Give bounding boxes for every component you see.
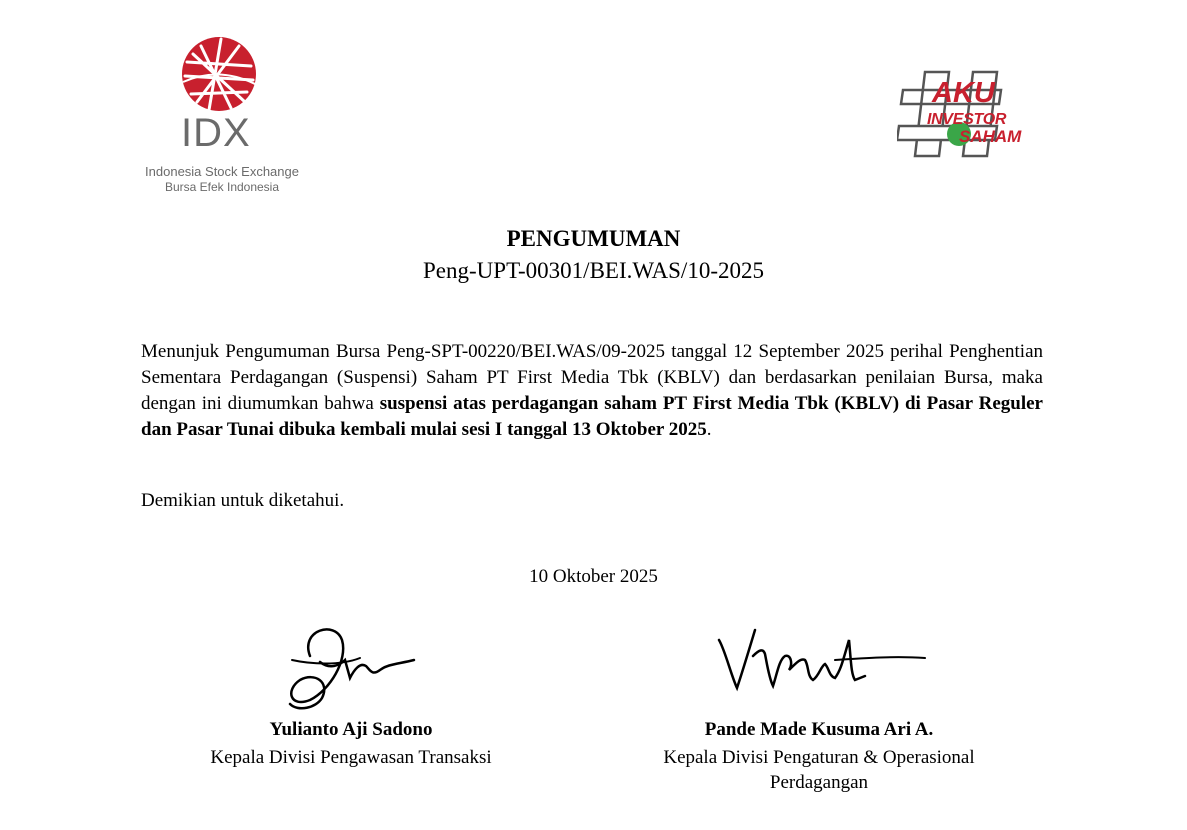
idx-globe-icon [181, 36, 257, 112]
signatory-2 [619, 718, 1019, 795]
idx-name-english: Indonesia Stock Exchange [145, 164, 299, 179]
campaign-word-investor: INVESTOR [927, 111, 1007, 128]
signatory-1-name: Yulianto Aji Sadono [269, 719, 433, 740]
announcement-body [141, 339, 1043, 443]
signatory-1-role: Kepala Divisi Pengawasan Transaksi [210, 747, 492, 768]
idx-name-indonesian: Bursa Efek Indonesia [164, 180, 280, 194]
signatory-2-role: Kepala Divisi Pengaturan & Operasional Perdagangan [663, 747, 975, 793]
announcement-date: 10 Oktober 2025 [529, 566, 658, 587]
signature-2 [715, 620, 935, 700]
announcement-number: Peng-UPT-00301/BEI.WAS/10-2025 [423, 258, 764, 283]
closing-remark: Demikian untuk diketahui. [141, 490, 345, 511]
signature-1 [280, 620, 430, 715]
announcement-title: PENGUMUMAN [506, 226, 681, 251]
idx-wordmark: IDX [181, 111, 251, 155]
campaign-word-saham: SAHAM [959, 127, 1022, 146]
body-intro: Menunjuk Pengumuman Bursa Peng-SPT-00220/BEI.WAS/09-2025 tanggal 12 September 2025 perihal Penghentian Sementara Perdagangan (Suspensi) Saham PT First Media Tbk (KBLV) dan berdasarkan penilaian Bursa, maka dengan ini diumumkan bahwa [141, 341, 1043, 414]
idx-logo [139, 36, 304, 194]
body-emphasis: suspensi atas perdagangan saham PT First Media Tbk (KBLV) di Pasar Reguler dan Pasar Tunai dibuka kembali mulai sesi I tanggal 13 Oktober 2025 [141, 393, 1043, 440]
aku-investor-saham-logo [897, 66, 1047, 162]
signatory-2-name: Pande Made Kusuma Ari A. [704, 719, 934, 740]
signatory-1 [151, 718, 551, 770]
body-end: . [706, 419, 712, 440]
campaign-word-aku: AKU [932, 77, 995, 109]
